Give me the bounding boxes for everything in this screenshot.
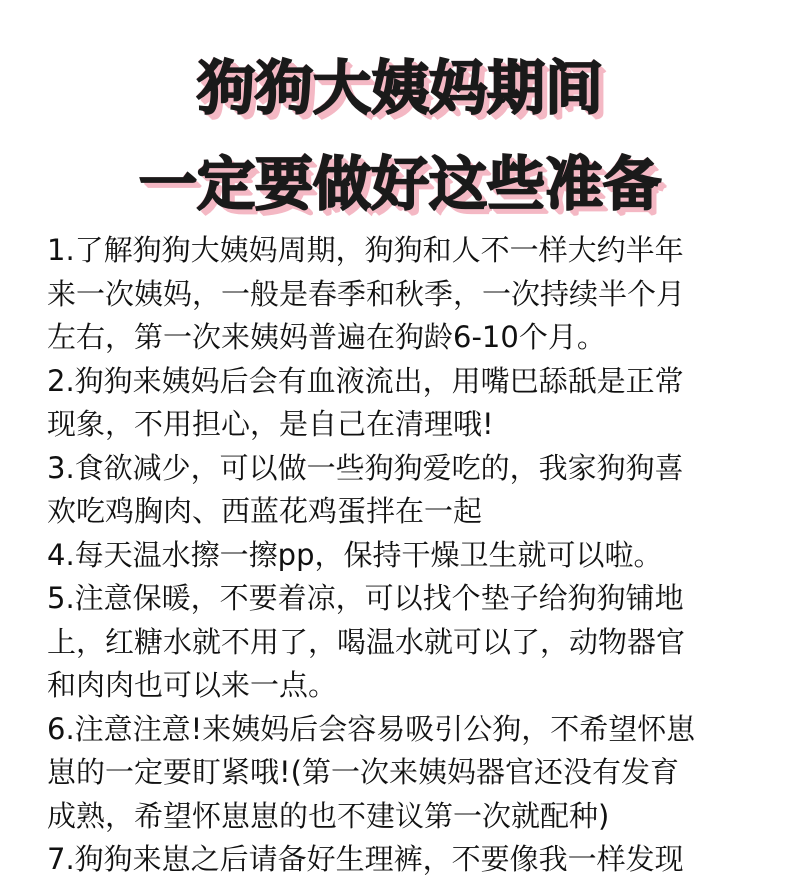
list-item-2 [47, 360, 767, 447]
text-line: 2.狗狗来姨妈后会有血液流出，用嘴巴舔舐是正常 [47, 363, 684, 398]
title-block [0, 40, 800, 232]
title-line-1: 狗狗大姨妈期间 [196, 54, 603, 122]
text-line: 1.了解狗狗大姨妈周期，狗狗和人不一样大约半年 [47, 233, 684, 267]
text-line: 3.食欲减少，可以做一些狗狗爱吃的，我家狗狗喜 [47, 450, 684, 485]
text-line: 崽的一定要盯紧哦!(第一次来姨妈器官还没有发育 [47, 755, 679, 789]
title-line-2: 一定要做好这些准备 [138, 150, 661, 218]
text-line: 来一次姨妈，一般是春季和秋季，一次持续半个月 [47, 276, 686, 311]
text-line: 6.注意注意!来姨妈后会容易吸引公狗，不希望怀崽 [47, 711, 696, 746]
text-line: 和肉肉也可以来一点。 [47, 668, 338, 702]
text-line: 左右，第一次来姨妈普遍在狗龄6-10个月。 [47, 320, 606, 354]
text-line: 上，红糖水就不用了，喝温水就可以了，动物器官 [47, 624, 686, 659]
list-item-5 [47, 577, 767, 708]
list-item-1 [47, 229, 767, 360]
text-line: 成熟，希望怀崽崽的也不建议第一次就配种) [47, 798, 610, 833]
list-item-6 [47, 708, 767, 839]
article-body [47, 229, 767, 882]
list-item-3 [47, 447, 767, 534]
list-item-4 [47, 534, 767, 578]
text-line: 欢吃鸡胸肉、西蓝花鸡蛋拌在一起 [47, 494, 483, 528]
text-line: 现象，不用担心，是自己在清理哦! [47, 407, 494, 441]
text-line: 5.注意保暖，不要着凉，可以找个垫子给狗狗铺地 [47, 581, 684, 615]
text-line: 7.狗狗来崽之后请备好生理裤，不要像我一样发现 [47, 842, 684, 876]
text-line: 4.每天温水擦一擦pp，保持干燥卫生就可以啦。 [47, 537, 663, 572]
list-item-7 [47, 838, 767, 882]
